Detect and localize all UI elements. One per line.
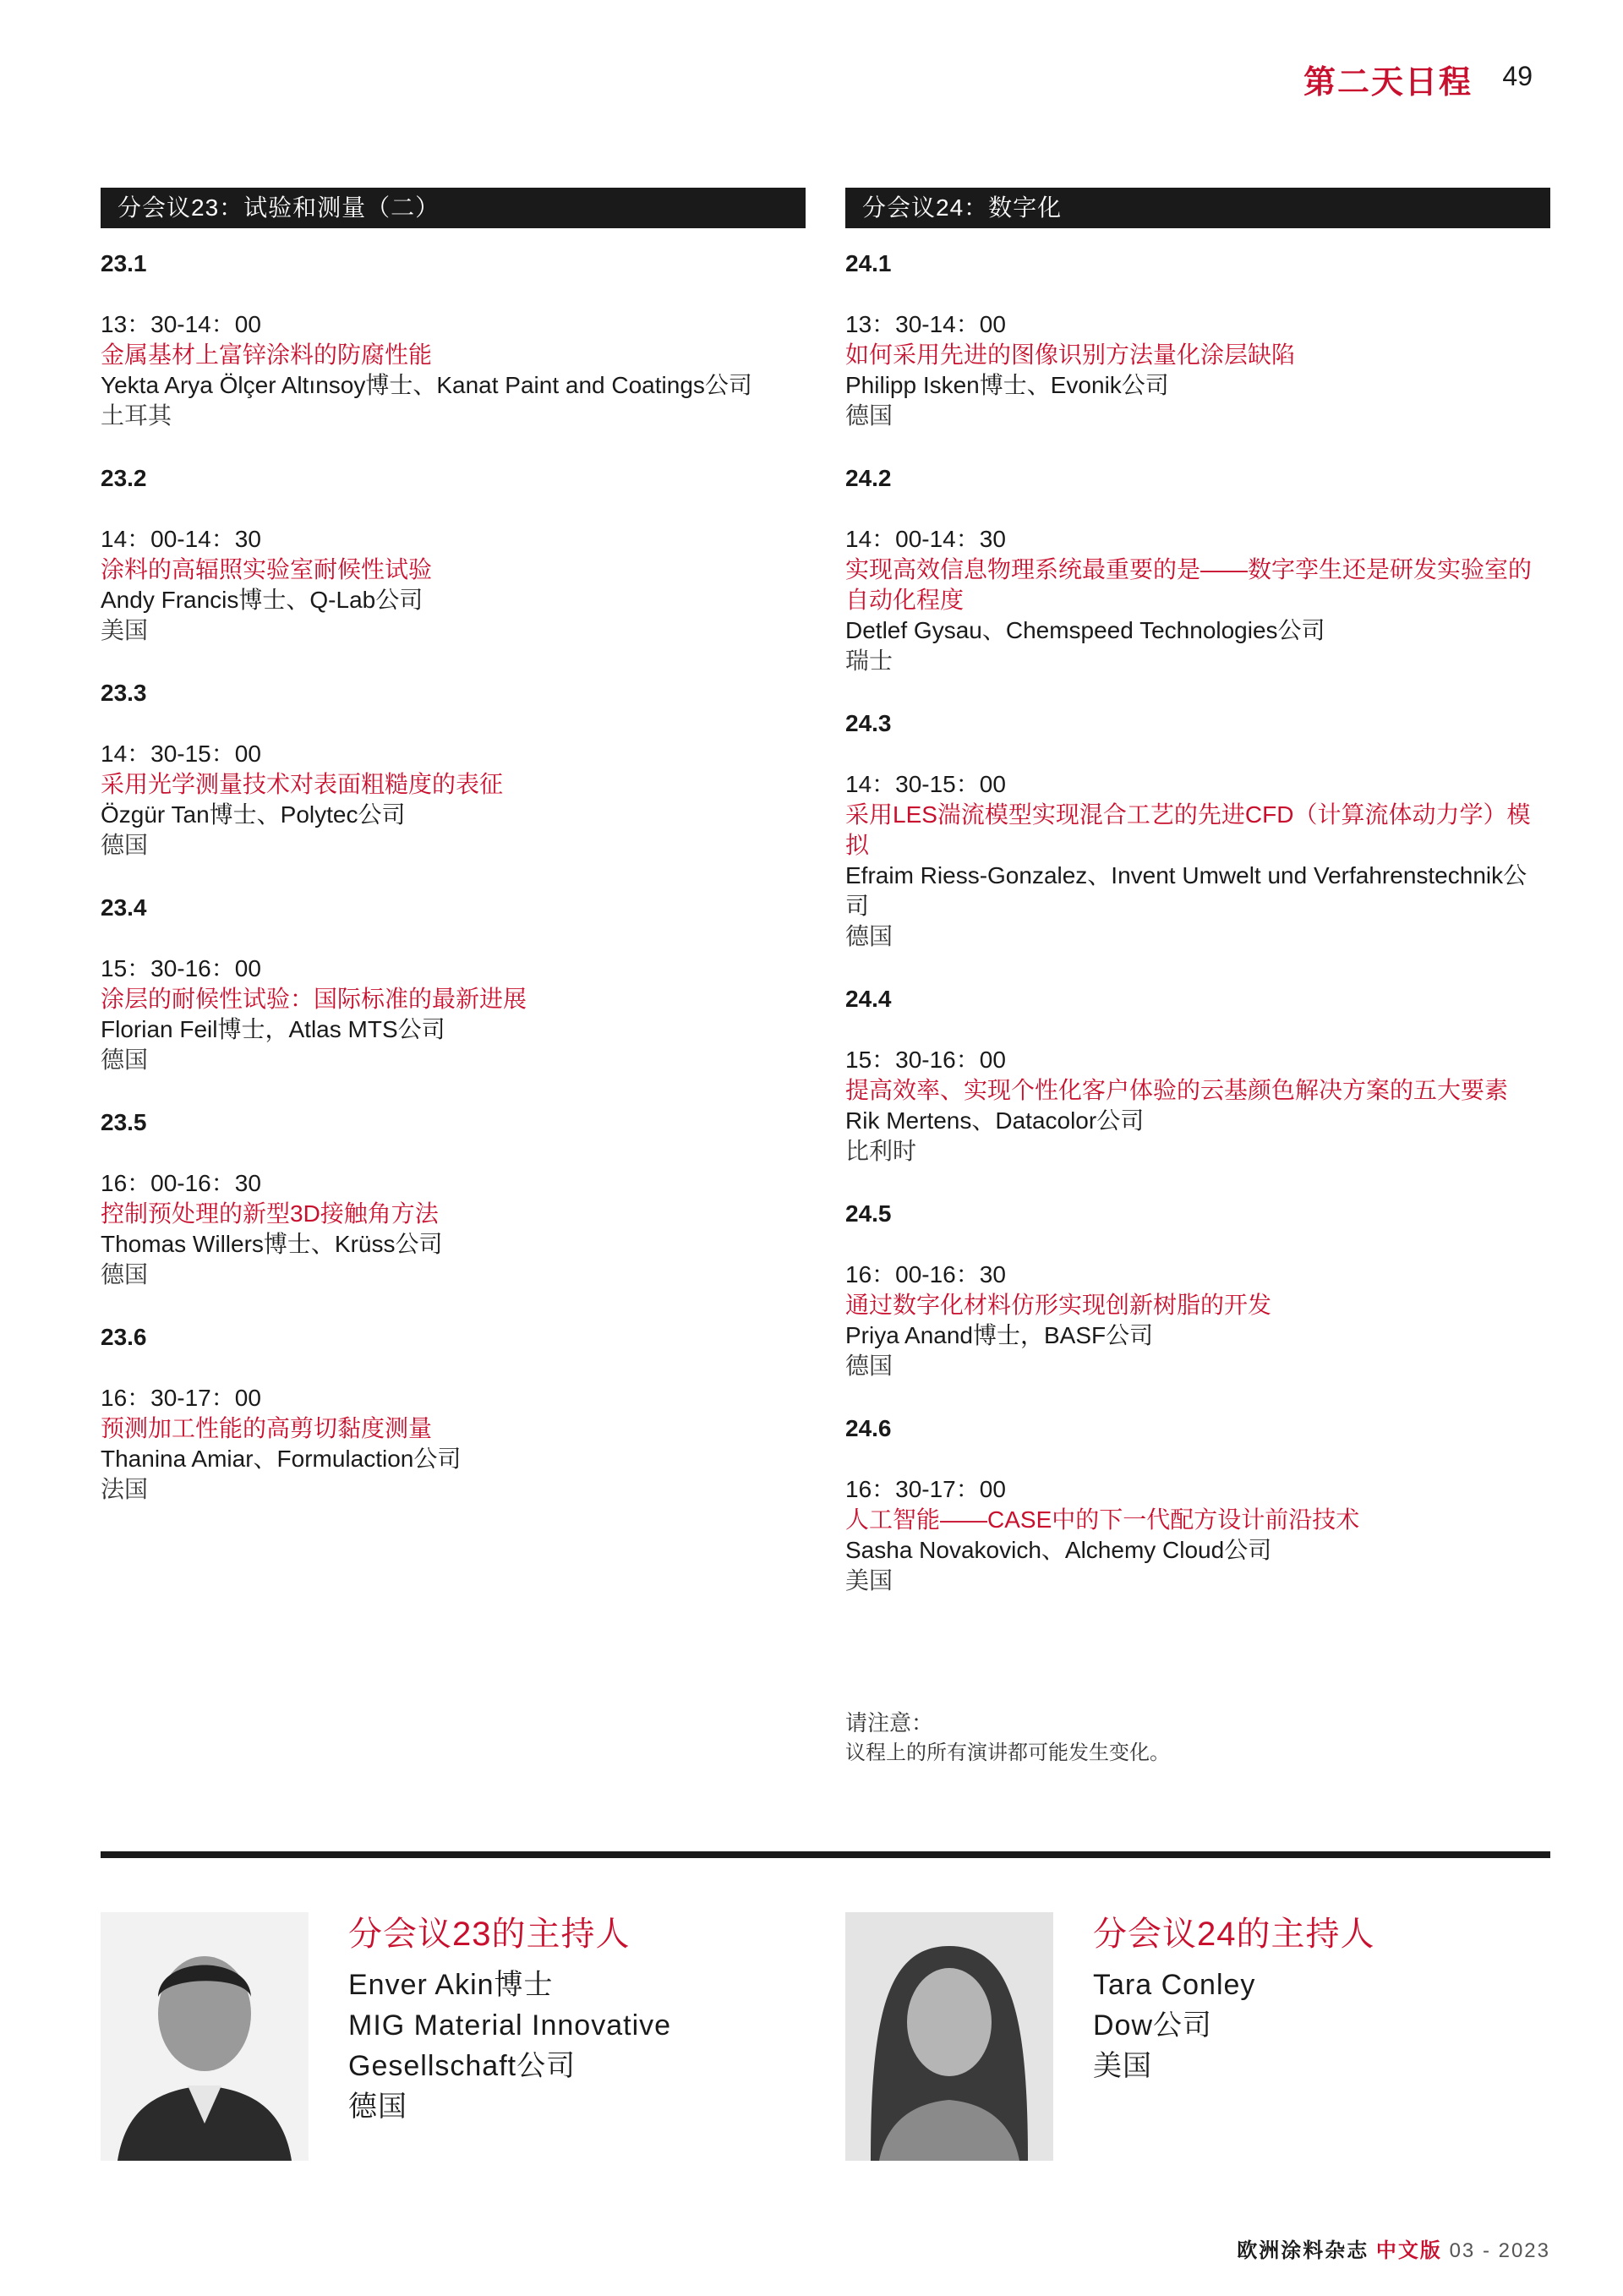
talk-speaker: Andy Francis博士、Q-Lab公司 bbox=[101, 587, 424, 613]
talk-title: 控制预处理的新型3D接触角方法 bbox=[101, 1200, 439, 1227]
talk-country: 比利时 bbox=[845, 1138, 917, 1164]
talk-item bbox=[845, 708, 1550, 952]
chair-name: Enver Akin博士 bbox=[348, 1969, 554, 2001]
note-label: 请注意： bbox=[845, 1710, 934, 1736]
talk-speaker: Efraim Riess-Gonzalez、Invent Umwelt und Verfahrenstechnik公司 bbox=[845, 862, 1527, 919]
talk-title: 如何采用先进的图像识别方法量化涂层缺陷 bbox=[845, 342, 1296, 368]
talk-time: 14：00-14：30 bbox=[101, 526, 261, 552]
talk-number: 23.4 bbox=[101, 894, 147, 921]
talk-speaker: Philipp Isken博士、Evonik公司 bbox=[845, 372, 1169, 398]
talk-country: 美国 bbox=[845, 1567, 893, 1594]
talk-number: 23.6 bbox=[101, 1324, 147, 1350]
talk-speaker: Florian Feil博士，Atlas MTS公司 bbox=[101, 1016, 445, 1042]
talk-item bbox=[101, 1322, 806, 1505]
session-heading: 分会议24：数字化 bbox=[845, 188, 1550, 228]
talk-time: 16：00-16：30 bbox=[845, 1261, 1006, 1287]
talk-number: 24.6 bbox=[845, 1415, 892, 1441]
talk-item bbox=[845, 1199, 1550, 1381]
talk-country: 土耳其 bbox=[101, 402, 172, 429]
talk-country: 德国 bbox=[845, 1353, 893, 1379]
chair-heading: 分会议24的主持人 bbox=[1093, 1916, 1375, 1953]
chair-name: Tara Conley bbox=[1093, 1969, 1256, 2001]
talk-number: 24.2 bbox=[845, 465, 892, 491]
session-24-chair bbox=[1093, 1912, 1375, 2086]
page-number: 49 bbox=[1502, 61, 1533, 91]
talk-number: 23.5 bbox=[101, 1109, 147, 1135]
talk-number: 24.5 bbox=[845, 1200, 892, 1227]
talk-title: 人工智能——CASE中的下一代配方设计前沿技术 bbox=[845, 1506, 1360, 1533]
page-title: 第二天日程 bbox=[1303, 65, 1473, 101]
talk-time: 14：30-15：00 bbox=[101, 741, 261, 767]
talk-title: 通过数字化材料仿形实现创新树脂的开发 bbox=[845, 1292, 1272, 1318]
talk-time: 15：30-16：00 bbox=[845, 1047, 1006, 1073]
chair-organization: Dow公司 bbox=[1093, 2009, 1213, 2042]
person-silhouette-icon bbox=[101, 1912, 309, 2161]
talk-time: 16：00-16：30 bbox=[101, 1170, 261, 1196]
session-23-chair bbox=[348, 1912, 671, 2127]
session-23-column bbox=[101, 188, 806, 1537]
talk-country: 瑞士 bbox=[845, 648, 893, 674]
talk-country: 德国 bbox=[845, 402, 893, 429]
note-text: 议程上的所有演讲都可能发生变化。 bbox=[845, 1741, 1170, 1764]
talk-number: 24.3 bbox=[845, 710, 892, 736]
magazine-name: 欧洲涂料杂志 bbox=[1237, 2239, 1369, 2262]
talk-number: 23.1 bbox=[101, 250, 147, 276]
talk-title: 金属基材上富锌涂料的防腐性能 bbox=[101, 342, 433, 368]
talk-item bbox=[845, 984, 1550, 1167]
talk-speaker: Rik Mertens、Datacolor公司 bbox=[845, 1107, 1145, 1134]
talk-item bbox=[845, 1413, 1550, 1596]
chair-country: 德国 bbox=[348, 2091, 407, 2123]
talk-item bbox=[101, 249, 806, 431]
talk-time: 13：30-14：00 bbox=[101, 311, 261, 337]
talk-speaker: Thomas Willers博士、Krüss公司 bbox=[101, 1231, 443, 1257]
talk-title: 预测加工性能的高剪切黏度测量 bbox=[101, 1415, 433, 1441]
talk-item bbox=[101, 678, 806, 861]
talk-number: 24.1 bbox=[845, 250, 892, 276]
chair-photo bbox=[101, 1912, 309, 2161]
talk-title: 提高效率、实现个性化客户体验的云基颜色解决方案的五大要素 bbox=[845, 1077, 1509, 1103]
talk-title: 涂层的耐候性试验：国际标准的最新进展 bbox=[101, 986, 527, 1012]
talk-item bbox=[101, 1107, 806, 1290]
chair-organization: Gesellschaft公司 bbox=[348, 2050, 577, 2082]
talk-time: 14：00-14：30 bbox=[845, 526, 1006, 552]
talk-speaker: Priya Anand博士，BASF公司 bbox=[845, 1322, 1154, 1348]
talk-speaker: Thanina Amiar、Formulaction公司 bbox=[101, 1446, 462, 1472]
chair-photo bbox=[845, 1912, 1053, 2161]
talk-time: 15：30-16：00 bbox=[101, 955, 261, 981]
talk-item bbox=[101, 893, 806, 1075]
talk-number: 23.3 bbox=[101, 680, 147, 706]
edition-label: 中文版 bbox=[1375, 2239, 1442, 2262]
talk-time: 14：30-15：00 bbox=[845, 771, 1006, 797]
talk-time: 16：30-17：00 bbox=[845, 1476, 1006, 1502]
chair-heading: 分会议23的主持人 bbox=[348, 1916, 631, 1953]
talk-item bbox=[101, 463, 806, 646]
talk-country: 德国 bbox=[101, 832, 149, 858]
talk-time: 13：30-14：00 bbox=[845, 311, 1006, 337]
person-silhouette-icon bbox=[845, 1912, 1053, 2161]
page-footer bbox=[1237, 2233, 1550, 2263]
talk-country: 法国 bbox=[101, 1476, 149, 1502]
talk-item bbox=[845, 249, 1550, 431]
talk-speaker: Detlef Gysau、Chemspeed Technologies公司 bbox=[845, 617, 1325, 643]
talk-number: 24.4 bbox=[845, 986, 892, 1012]
chair-country: 美国 bbox=[1093, 2050, 1152, 2082]
talk-country: 德国 bbox=[101, 1261, 149, 1287]
talk-item bbox=[845, 463, 1550, 676]
talk-speaker: Sasha Novakovich、Alchemy Cloud公司 bbox=[845, 1537, 1272, 1563]
agenda-note bbox=[845, 1708, 1170, 1768]
talk-number: 23.2 bbox=[101, 465, 147, 491]
talk-country: 德国 bbox=[845, 923, 893, 949]
talk-title: 涂料的高辐照实验室耐候性试验 bbox=[101, 556, 433, 582]
section-divider bbox=[101, 1851, 1550, 1858]
talk-title: 实现高效信息物理系统最重要的是——数字孪生还是研发实验室的自动化程度 bbox=[845, 556, 1533, 613]
talk-time: 16：30-17：00 bbox=[101, 1385, 261, 1411]
talk-title: 采用LES湍流模型实现混合工艺的先进CFD（计算流体动力学）模拟 bbox=[845, 801, 1531, 858]
chair-organization: MIG Material Innovative bbox=[348, 2009, 672, 2042]
session-heading: 分会议23：试验和测量（二） bbox=[101, 188, 806, 228]
talk-country: 德国 bbox=[101, 1047, 149, 1073]
talk-title: 采用光学测量技术对表面粗糙度的表征 bbox=[101, 771, 504, 797]
talk-speaker: Özgür Tan博士、Polytec公司 bbox=[101, 801, 406, 828]
talk-speaker: Yekta Arya Ölçer Altınsoy博士、Kanat Paint and Coatings公司 bbox=[101, 372, 752, 398]
issue-label: 03 - 2023 bbox=[1449, 2239, 1550, 2262]
talk-country: 美国 bbox=[101, 617, 149, 643]
session-24-column bbox=[845, 188, 1550, 1628]
